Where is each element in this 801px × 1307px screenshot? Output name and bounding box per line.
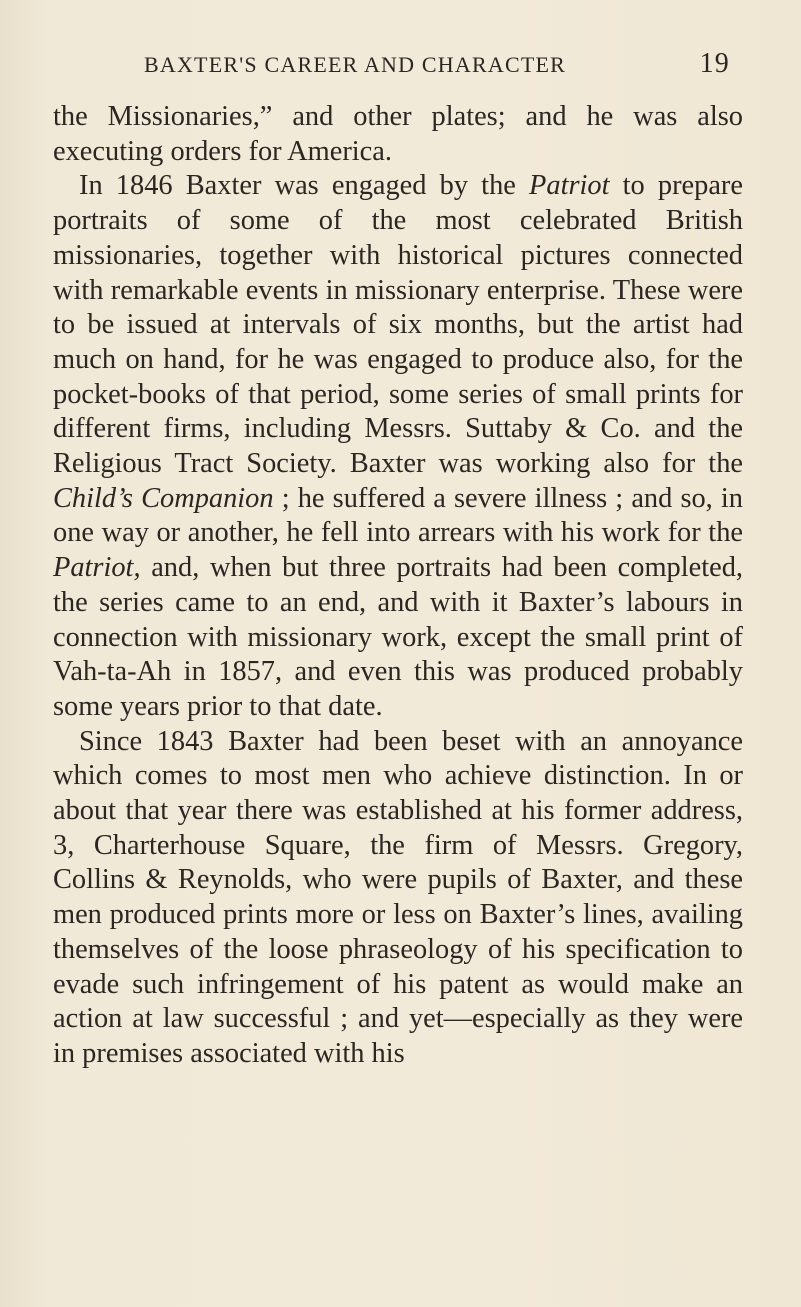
page-number: 19 <box>699 48 730 79</box>
publication-title: Patriot, <box>53 552 141 584</box>
paragraph-3 <box>53 725 743 1072</box>
body-text <box>53 100 743 1072</box>
publication-title: Patriot <box>529 170 610 202</box>
text-segment: to prepare portraits of some of the most celebrated British missionaries, together with historical pictures connected with remarkable events in missionary enterprise. These were to be issued at intervals of six months, but the artist had much on hand, for he was engaged to produce also, for the pocket-books of that period, some series of small prints for different firms, including Messrs. Suttaby & Co. and the Religious Tract Society. Baxter was working also for the <box>53 170 743 480</box>
paragraph-2 <box>53 169 743 724</box>
text-segment: the Missionaries,” and other plates; and he was also executing orders for America. <box>53 101 743 167</box>
running-title: BAXTER'S CAREER AND CHARACTER <box>144 52 566 77</box>
paragraph-1 <box>53 100 743 169</box>
publication-title: Child’s Companion <box>53 482 274 514</box>
text-segment: ; he suffered a severe illness ; and so, in one way or another, he fell into arrears with his work for the <box>53 482 743 549</box>
text-segment: and, when but three portraits had been completed, the series came to an end, and with it Baxter’s labours in connection with missionary work, except the small print of Vah-ta-Ah in 1857, and even this was produced probably some years prior to that date. <box>53 552 743 722</box>
text-segment: Since 1843 Baxter had been beset with an annoyance which comes to most men who achieve distinction. In or about that year there was established at his former address, 3, Charterhouse Square, the firm of Messrs. Gregory, Collins & Reynolds, who were pupils of Baxter, and these men produced prints more or less on Baxter’s lines, availing themselves of the loose phraseology of his specification to evade such infringement of his patent as would make an action at law successful ; and yet—especially as they were in premises associated with his <box>53 725 743 1069</box>
text-segment: In 1846 Baxter was engaged by the <box>79 170 530 202</box>
running-head <box>120 46 730 86</box>
